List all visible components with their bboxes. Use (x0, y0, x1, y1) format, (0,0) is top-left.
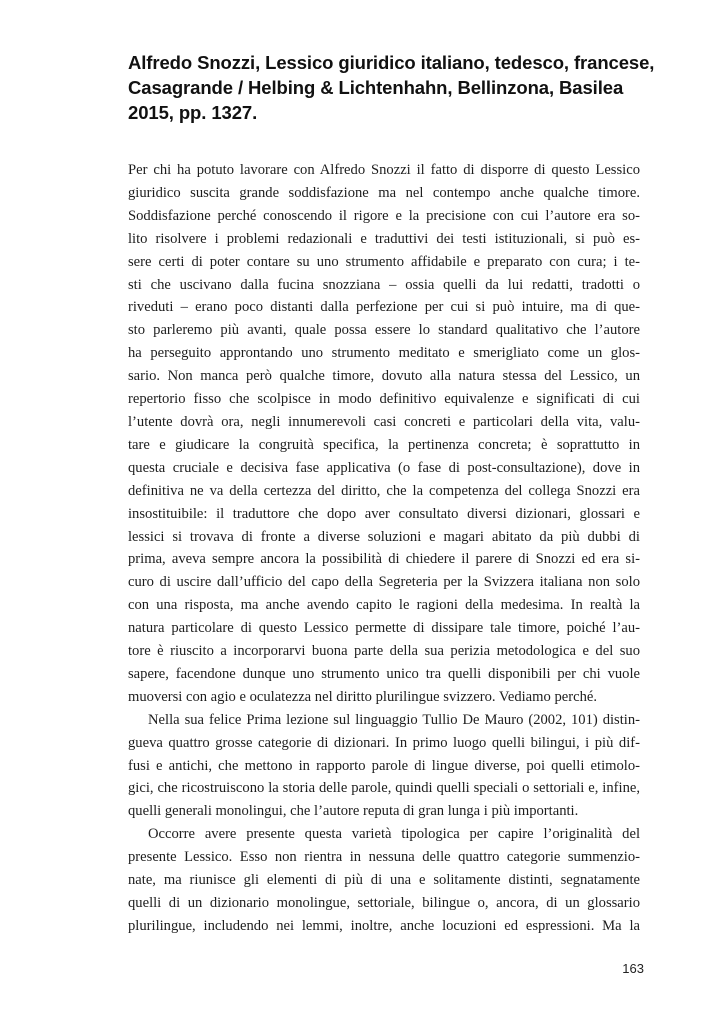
text-line: ha perseguito approntando uno strumento meditato e smerigliato come un glos- (128, 345, 640, 362)
text-line: Occorre avere presente questa varietà tipologica per capire l’originalità del (148, 826, 640, 843)
text-line: giuridico suscita grande soddisfazione ma nel contempo anche qualche timore. (128, 184, 640, 201)
text-line: prima, aveva sempre ancora la possibilità di chiedere il parere di Snozzi ed era si- (128, 551, 640, 568)
text-line: quelli generali monolingui, che l’autore reputa di gran lunga i più importanti. (128, 803, 579, 820)
paragraph-1 (128, 159, 640, 709)
text-line: gici, che ricostruiscono la storia delle parole, quindi quelli speciali o settoriali e, infine, (128, 780, 640, 797)
text-line: tare e giudicare la congruità specifica, la pertinenza concreta; è soprattutto in (128, 436, 640, 453)
text-line: sti che uscivano dalla fucina snozziana – ossia quelli da lui redatti, tradotti o (128, 276, 640, 293)
text-line: sapere, facendone dunque uno strumento unico tra quelli disponibili per chi vuole (128, 665, 640, 682)
text-line: fusi e antichi, che mettono in rapporto parole di lingue diverse, poi quelli etimolo- (128, 757, 640, 774)
text-line: natura particolare di questo Lessico permette di dissipare tale timore, poiché l’au- (128, 620, 640, 637)
text-line: definitiva ne va della certezza del diritto, che la competenza del collega Snozzi era (128, 482, 640, 499)
text-line: presente Lessico. Esso non rientra in nessuna delle quattro categorie summenzio- (128, 849, 640, 866)
review-title (128, 50, 655, 125)
paragraph-2 (128, 709, 640, 824)
text-line: sto parleremo più avanti, quale possa essere lo standard qualitativo che l’autore (128, 322, 640, 339)
text-line: plurilingue, includendo nei lemmi, inoltre, anche locuzioni ed espressioni. Ma la (128, 917, 640, 934)
text-line: questa cruciale e decisiva fase applicativa (o fase di post-consultazione), dove in (128, 459, 640, 476)
text-line: nate, ma riunisce gli elementi di più di una e solitamente distinti, segnatamente (128, 872, 640, 889)
text-line: muoversi con agio e oculatezza nel diritto plurilingue svizzero. Vediamo perché. (128, 688, 597, 705)
text-line: repertorio fisso che scolpisce in modo definitivo equivalenze e significati di cui (128, 391, 640, 408)
text-line: Nella sua felice Prima lezione sul linguaggio Tullio De Mauro (2002, 101) distin- (148, 711, 640, 728)
text-line: quelli di un dizionario monolingue, settoriale, bilingue o, ancora, di un glossario (128, 895, 640, 911)
text-line: Soddisfazione perché conoscendo il rigore e la precisione con cui l’autore era so- (128, 207, 640, 224)
paragraph-3 (128, 823, 640, 938)
body-text (128, 159, 640, 938)
text-line: Per chi ha potuto lavorare con Alfredo Snozzi il fatto di disporre di questo Lessico (128, 162, 640, 178)
text-line: lito risolvere i problemi redazionali e traduttivi dei testi istituzionali, si può es- (128, 230, 640, 247)
text-line: curo di uscire dall’ufficio del capo della Segreteria per la Svizzera italiana non solo (128, 574, 640, 591)
title-line: Casagrande / Helbing & Lichtenhahn, Bellinzona, Basilea (128, 77, 624, 98)
text-line: riveduti – erano poco distanti dalla perfezione per cui si può intuire, ma di que- (128, 299, 640, 316)
text-line: l’utente dovrà ora, negli innumerevoli casi concreti e particolari della vita, valu- (128, 413, 640, 430)
title-line: Alfredo Snozzi, Lessico giuridico italiano, tedesco, francese, (128, 52, 655, 73)
text-line: lessici si trovava di fronte a diverse soluzioni e magari abitato da più dubbi di (128, 528, 640, 545)
page-number: 163 (622, 961, 644, 976)
text-line: tore è riuscito a incorporarvi buona parte della sua perizia metodologica e del suo (128, 643, 640, 660)
text-line: insostituibile: il traduttore che dopo aver consultato diversi dizionari, glossari e (128, 505, 640, 522)
title-line: 2015, pp. 1327. (128, 102, 258, 123)
text-line: sario. Non manca però qualche timore, dovuto alla natura stessa del Lessico, un (128, 368, 640, 385)
text-line: sere certi di poter contare su uno strumento affidabile e preparato con cura; i te- (128, 253, 640, 270)
text-line: gueva quattro grosse categorie di dizionari. In primo luogo quelli bilingui, i più dif- (128, 734, 640, 751)
text-line: con una risposta, ma anche avendo capito le ragioni della medesima. In realtà la (128, 597, 640, 614)
